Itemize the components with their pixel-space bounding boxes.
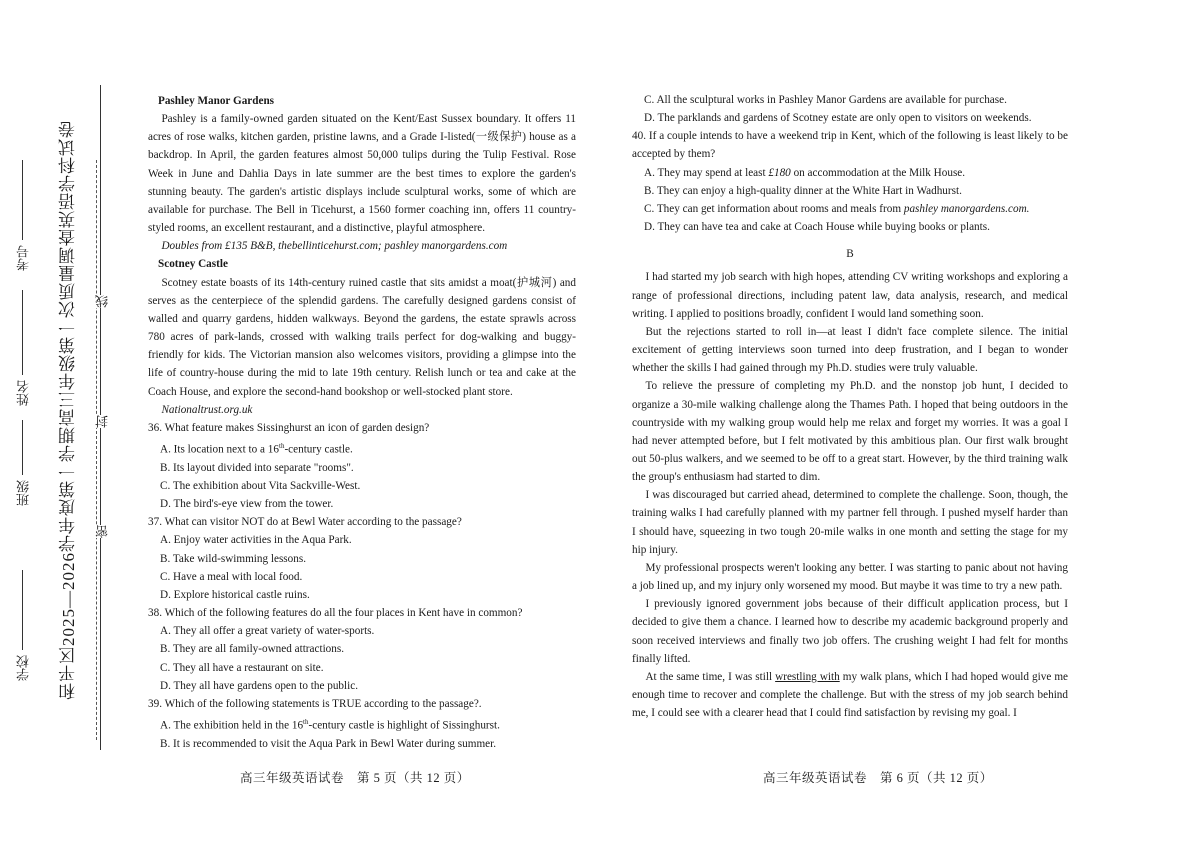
paragraph-text: At the same time, I was still [645, 670, 776, 683]
option-37-a: A. Enjoy water activities in the Aqua Park. [160, 534, 352, 547]
option-39-c: C. All the sculptural works in Pashley Manor Gardens are available for purchase. [644, 94, 1007, 106]
option-39-a [148, 713, 576, 735]
option-38-a: A. They all offer a great variety of water-sports. [160, 625, 375, 638]
price: £180 [768, 166, 791, 179]
page-6-column [632, 91, 1068, 722]
question-38: 38. Which of the following features do all the four places in Kent have in common? [148, 607, 523, 620]
page-6-footer: 高三年级英语试卷 第 6 页（共 12 页） [763, 771, 993, 785]
option-40-d: D. They can have tea and cake at Coach House while buying books or plants. [644, 221, 990, 234]
superscript: th [303, 718, 309, 727]
seal-mark-line: 线 [95, 295, 110, 308]
question-36: 36. What feature makes Sissinghurst an icon of garden design? [148, 421, 430, 434]
exam-no-blank [22, 160, 23, 240]
option-text: C. They can get information about rooms and meals from [644, 202, 904, 215]
website: pashley manorgardens.com. [903, 202, 1030, 215]
option-38-b: B. They are all family-owned attractions. [160, 643, 345, 656]
option-36-d: D. The bird's-eye view from the tower. [160, 498, 334, 511]
passage-title-scotney: Scotney Castle [158, 258, 228, 271]
option-40-c [632, 200, 1068, 218]
section-heading-b: B [846, 248, 854, 261]
class-label: 班级 [16, 480, 31, 506]
option-text: -century castle is highlight of Sissinghurst. [308, 719, 500, 732]
paragraph-text: my walk plans, which I had hoped would give me enough time to recover and complete the challenge. But with the stress of my job search behind me, I could see with a clearer head that I could find satisfaction by revising my goal. I [632, 670, 1069, 720]
option-36-b: B. Its layout divided into separate "rooms". [160, 461, 354, 474]
source-scotney: Nationaltrust.org.uk [161, 403, 253, 416]
option-text: A. Its location next to a 16 [160, 443, 279, 456]
question-39: 39. Which of the following statements is TRUE according to the passage?. [148, 697, 482, 710]
name-blank [22, 290, 23, 375]
option-37-c: C. Have a meal with local food. [160, 570, 303, 583]
underlined-phrase: wrestling with [775, 670, 840, 683]
question-37: 37. What can visitor NOT do at Bewl Water according to the passage? [148, 516, 462, 529]
passage-b-paragraph-6: I previously ignored government jobs because of their difficult application process, but I decided to give them a chance. I learned how to describe my academic background properly and soon received interviews and finally two job offers. The crushing weight I had felt for months finally lifted. [632, 598, 1068, 665]
option-text: A. They may spend at least [644, 166, 769, 179]
option-40-a [632, 164, 1068, 182]
binding-strip [0, 0, 140, 849]
page-5-column [148, 92, 576, 753]
seal-dashed-line [96, 160, 97, 740]
superscript: th [279, 441, 285, 450]
exam-title-vertical: 和平区2025—2026学年度第一学期高三年级第一次质量调查英语学科试卷 [59, 120, 78, 700]
name-label: 姓名 [16, 380, 31, 406]
page-5-footer: 高三年级英语试卷 第 5 页（共 12 页） [240, 771, 470, 785]
class-blank [22, 420, 23, 475]
passage-b-paragraph-3: To relieve the pressure of completing my Ph.D. and the nonstop job hunt, I decided to organize a 30-mile walking challenge along the Thames Path. I hoped that being outdoors in the countryside with my walking group would help me relax and forget my worries. It was a goal I had never attempted before, but I felt motivated by this ambitious plan. Our first walk brought out 50-plus walkers, and we seemed to be off to a great start. However, by the third training walk the group's enthusiasm had started to dim. [632, 380, 1068, 484]
passage-scotney: Scotney estate boasts of its 14th-century ruined castle that sits amidst a moat(护城河) and serves as the centerpiece of the splendid gardens. The carefully designed gardens consist of walled and quarry gardens, hidden walkways. Beyond the gardens, the estate sprawls across 780 acres of park-lands, crossed with walking trails perfect for dog-walking and buggy-friendly for kids. The Victorian mansion also welcomes visitors, providing a glimpse into the life of country-house during the mid to late 19th century. Relish lunch or tea and cake at the Coach House, and explore the second-hand bookshop or well-stocked plant store. [148, 276, 576, 398]
passage-b-paragraph-7 [632, 668, 1068, 722]
exam-no-label: 考号 [16, 245, 31, 271]
option-38-d: D. They all have gardens open to the public. [160, 679, 359, 692]
option-text: A. The exhibition held in the 16 [160, 719, 304, 732]
passage-b-paragraph-4: I was discouraged but carried ahead, determined to complete the challenge. Soon, though, the training walks I had carefully planned with my partner fell through. I pushed myself harder than I should have, squeezing in two tough 20-mile walks in one month and setting the stage for my hip injury. [632, 489, 1068, 556]
option-text: -century castle. [284, 443, 353, 456]
passage-pashley: Pashley is a family-owned garden situated on the Kent/East Sussex boundary. It offers 11 acres of rose walks, kitchen garden, pristine lawns, and a Grade I-listed(一级保护) house as a backdrop. In April, the garden features almost 50,000 tulips during the Tulip Festival. Rose Week in June and Dahlia Days in late summer are the best times to explore the garden's stunning beauty. The garden's artistic displays include sculptural works, some of which are available for purchase. The Bell in Ticehurst, a 1560 former coaching inn, offers 11 country-styled rooms, an excellent restaurant, and a distinctive, playful atmosphere. [148, 113, 576, 235]
option-text: on accommodation at the Milk House. [790, 166, 966, 179]
option-40-b: B. They can enjoy a high-quality dinner at the White Hart in Wadhurst. [644, 184, 962, 197]
seal-mark-secret: 密 [95, 525, 110, 538]
passage-title-pashley: Pashley Manor Gardens [158, 95, 275, 107]
question-40: 40. If a couple intends to have a weekend trip in Kent, which of the following is least likely to be accepted by them? [632, 130, 1068, 161]
option-38-c: C. They all have a restaurant on site. [160, 661, 324, 674]
option-37-b: B. Take wild-swimming lessons. [160, 552, 306, 565]
passage-b-paragraph-2: But the rejections started to roll in—at least I didn't face complete silence. The initial excitement of getting interviews soon turned into deep frustration, and I began to wonder whether the skills I had gained through my Ph.D. studies were truly valuable. [632, 325, 1068, 375]
seal-mark-seal: 封 [95, 415, 110, 428]
option-39-d: D. The parklands and gardens of Scotney estate are only open to visitors on weekends. [644, 112, 1032, 125]
school-label: 学校 [16, 655, 31, 681]
passage-b-paragraph-1: I had started my job search with high hopes, attending CV writing workshops and exploring a range of professional directions, including patent law, data analysis, research, and medical writing. I applied to positions broadly, confident I would land something soon. [632, 271, 1068, 320]
option-37-d: D. Explore historical castle ruins. [160, 588, 310, 601]
school-blank [22, 570, 23, 650]
source-pashley: Doubles from £135 B&B, thebellinticehurst.com; pashley manorgardens.com [161, 240, 508, 253]
option-36-a [148, 437, 576, 459]
option-39-b: B. It is recommended to visit the Aqua Park in Bewl Water during summer. [160, 737, 497, 750]
option-36-c: C. The exhibition about Vita Sackville-West. [160, 480, 361, 493]
passage-b-paragraph-5: My professional prospects weren't looking any better. I was starting to panic about not having a job lined up, and my injury only worsened my mood. But maybe it was time to try a new path. [632, 561, 1068, 593]
